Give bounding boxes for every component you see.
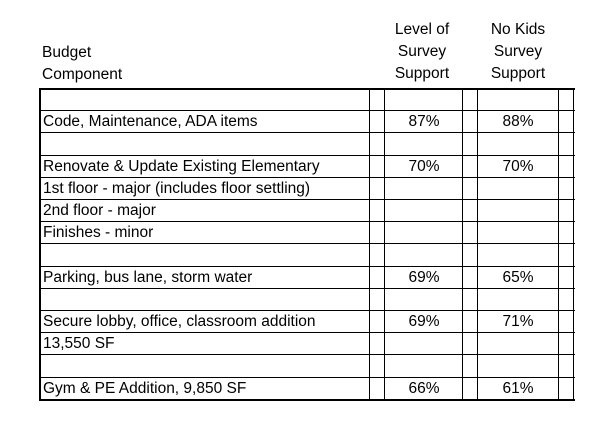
header-budget-component (42, 42, 122, 86)
row-divider (39, 310, 575, 311)
header-level-of-survey-support (382, 19, 462, 85)
row-divider (39, 377, 575, 378)
header-nokids-line3: Support (490, 65, 546, 82)
row-divider (39, 354, 575, 355)
row-divider (39, 221, 575, 222)
header-no-kids-survey-support (478, 19, 558, 85)
level-of-survey-support-value: 70% (408, 157, 440, 175)
row-divider (39, 288, 575, 289)
row-label: Finishes - minor (43, 224, 154, 242)
row-divider (39, 132, 575, 133)
row-divider (39, 110, 575, 111)
row-label: Gym & PE Addition, 9,850 SF (43, 379, 247, 397)
row-label: Renovate & Update Existing Elementary (43, 157, 320, 175)
row-label: Code, Maintenance, ADA items (43, 113, 258, 131)
level-of-survey-support-value: 87% (408, 113, 440, 131)
no-kids-survey-support-value: 61% (502, 379, 534, 397)
no-kids-survey-support-value: 70% (502, 157, 534, 175)
row-label: Parking, bus lane, storm water (43, 268, 253, 286)
row-divider (39, 399, 575, 401)
header-nokids-line2: Survey (493, 43, 543, 60)
no-kids-survey-support-value: 71% (502, 313, 534, 330)
row-divider (39, 199, 575, 200)
row-label: 1st floor - major (includes floor settling) (43, 179, 311, 197)
row-label: 2nd floor - major (43, 202, 156, 219)
header-level-line2: Survey (397, 43, 447, 60)
header-component: Component (42, 66, 123, 83)
row-divider (39, 243, 575, 244)
row-divider (39, 266, 575, 267)
no-kids-survey-support-value: 65% (502, 268, 534, 286)
no-kids-survey-support-value: 88% (502, 113, 534, 131)
level-of-survey-support-value: 66% (408, 379, 440, 397)
header-budget: Budget (42, 44, 92, 61)
header-level-line1: Level of (394, 21, 450, 38)
level-of-survey-support-value: 69% (408, 313, 440, 330)
level-of-survey-support-value: 69% (408, 268, 440, 286)
budget-table (39, 88, 575, 399)
header-nokids-line1: No Kids (490, 21, 546, 38)
row-label: 13,550 SF (43, 335, 115, 353)
row-divider (39, 88, 575, 90)
header-level-line3: Support (394, 65, 450, 82)
row-divider (39, 177, 575, 178)
row-divider (39, 155, 575, 156)
row-label: Secure lobby, office, classroom addition (43, 313, 316, 330)
row-divider (39, 332, 575, 333)
